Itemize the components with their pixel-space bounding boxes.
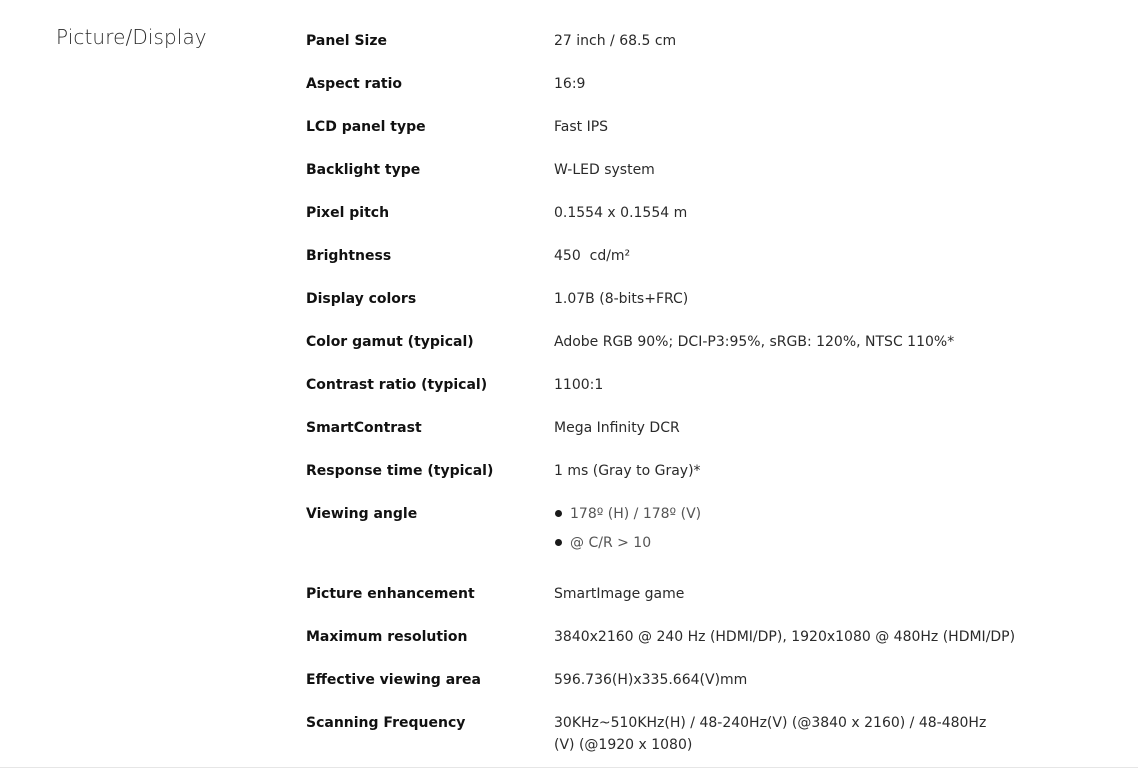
spec-label: Panel Size (306, 33, 387, 49)
spec-label: SmartContrast (306, 420, 422, 436)
spec-value: 0.1554 x 0.1554 m (554, 205, 688, 221)
spec-value: W-LED system (554, 162, 655, 178)
spec-label: Color gamut (typical) (306, 334, 474, 350)
spec-label: Effective viewing area (306, 672, 481, 688)
spec-value: 30KHz~510KHz(H) / 48-240Hz(V) (@3840 x 2160) / 48-480Hz (V) (@1920 x 1080) (554, 715, 987, 753)
bullet-list (554, 503, 1024, 561)
spec-value: 1.07B (8-bits+FRC) (554, 291, 689, 307)
list-item-text: @ C/R > 10 (570, 535, 652, 551)
spec-label: Response time (typical) (306, 463, 494, 479)
spec-value: 1 ms (Gray to Gray)* (554, 463, 701, 479)
section-title: Picture/Display (56, 25, 207, 49)
spec-label: Display colors (306, 291, 417, 307)
spec-value: 596.736(H)x335.664(V)mm (554, 672, 748, 688)
list-item-text: 178º (H) / 178º (V) (570, 506, 702, 522)
spec-label: Pixel pitch (306, 205, 390, 221)
spec-label: Contrast ratio (typical) (306, 377, 488, 393)
spec-value: 16:9 (554, 76, 586, 92)
spec-label: Scanning Frequency (306, 715, 466, 731)
spec-value: Adobe RGB 90%; DCI-P3:95%, sRGB: 120%, NTSC 110%* (554, 334, 955, 350)
list-item (554, 532, 1024, 561)
section-divider (0, 767, 1138, 768)
spec-value: 1100:1 (554, 377, 604, 393)
spec-value (554, 503, 1024, 561)
spec-value: 3840x2160 @ 240 Hz (HDMI/DP), 1920x1080 @ 480Hz (HDMI/DP) (554, 629, 1016, 645)
spec-label: Brightness (306, 248, 392, 264)
spec-value: Mega Infinity DCR (554, 420, 680, 436)
spec-label: Backlight type (306, 162, 421, 178)
spec-label: LCD panel type (306, 119, 426, 135)
list-item (554, 503, 1024, 532)
bullet-icon (555, 510, 562, 517)
spec-value: 27 inch / 68.5 cm (554, 33, 677, 49)
spec-label: Viewing angle (306, 506, 418, 522)
spec-value: SmartImage game (554, 586, 685, 602)
spec-value: 450 cd/m² (554, 248, 631, 264)
bullet-icon (555, 539, 562, 546)
spec-value: Fast IPS (554, 119, 609, 135)
spec-label: Picture enhancement (306, 586, 475, 602)
spec-label: Maximum resolution (306, 629, 468, 645)
spec-label: Aspect ratio (306, 76, 403, 92)
